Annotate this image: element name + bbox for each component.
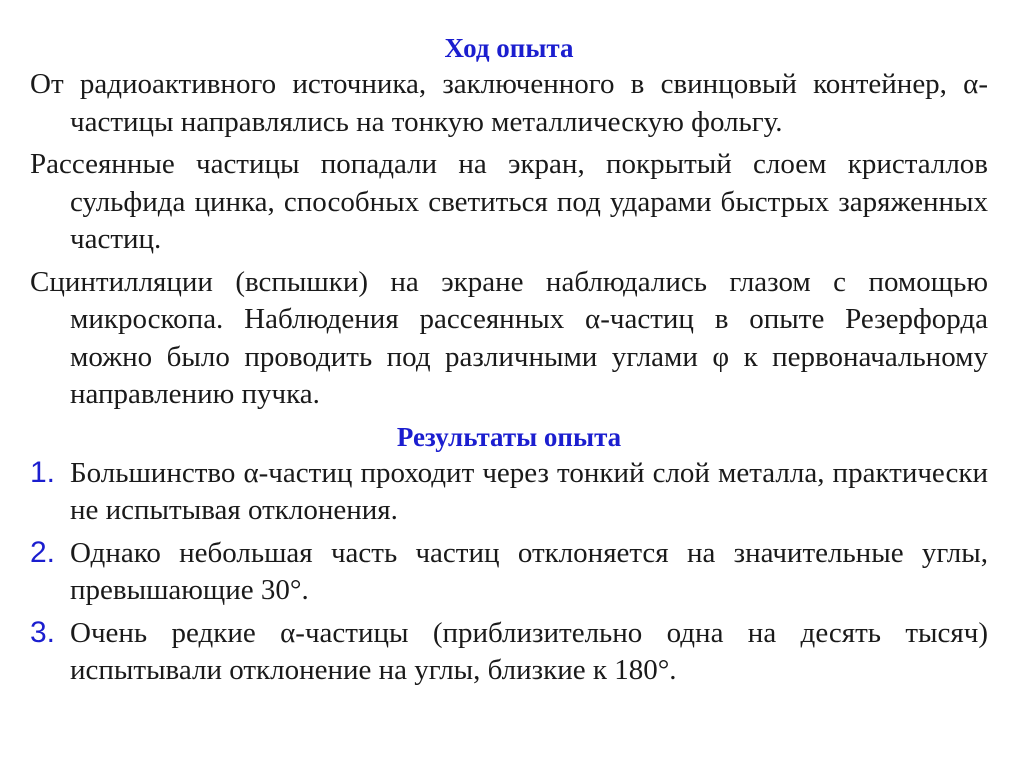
result-number-3: 3. — [30, 615, 56, 649]
result-text-3: Очень редкие α-частицы (приблизительно одна на десять тысяч) испытывали отклонение на углы, близкие к 180°. — [70, 616, 988, 686]
section-title-results: Результаты опыта — [396, 421, 622, 452]
section-title-procedure: Ход опыта — [444, 33, 574, 63]
result-number-2: 2. — [30, 535, 56, 569]
procedure-paragraph-2: Рассеянные частицы попадали на экран, покрытый слоем кристаллов сульфида цинка, способных светиться под ударами быстрых заряженных частиц. — [30, 148, 988, 255]
result-item-3 — [30, 615, 988, 690]
result-number-1: 1. — [30, 455, 56, 489]
result-item-2 — [30, 535, 988, 610]
procedure-paragraph-1: От радиоактивного источника, заключенного в свинцовый контейнер, α-частицы направлялись на тонкую металлическую фольгу. — [30, 68, 988, 138]
procedure-paragraph-3: Сцинтилляции (вспышки) на экране наблюдались глазом с помощью микроскопа. Наблюдения рассеянных α-частиц в опыте Резерфорда можно было проводить под различными углами φ к первоначальному направлению пучка. — [30, 265, 988, 410]
result-text-1: Большинство α-частиц проходит через тонкий слой металла, практически не испытывая отклонения. — [70, 456, 988, 526]
result-item-1 — [30, 455, 988, 530]
result-text-2: Однако небольшая часть частиц отклоняется на значительные углы, превышающие 30°. — [70, 536, 988, 606]
